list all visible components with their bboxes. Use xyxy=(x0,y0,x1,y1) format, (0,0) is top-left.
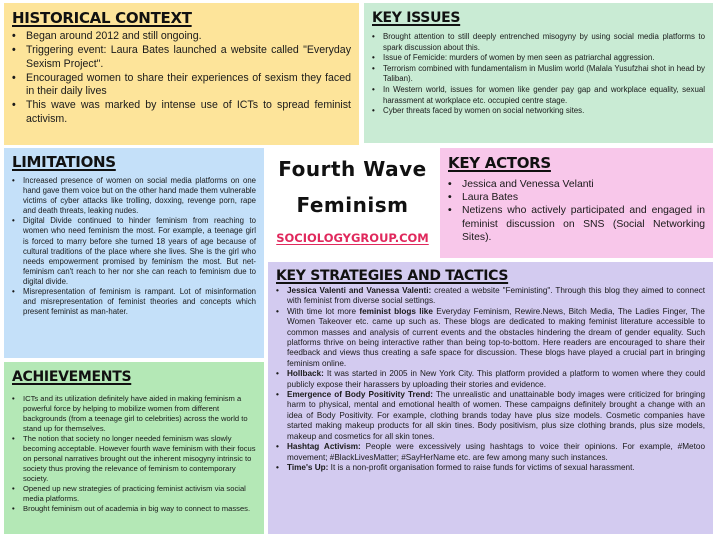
title-block xyxy=(270,148,435,260)
key-issues-list xyxy=(372,32,705,117)
list-item: • Digital Divide continued to hinder feminism from reaching to women who need feminism the most. For example, a teenage girl is forced to marry before she turned 18 years of age because of cultural traditions of the place where she lives. She is the girl who needs empowerment promised by feminism the most. But net-feminism can't reach to her nor she can reach to feminism due to digital divide. xyxy=(12,216,256,287)
site-link[interactable]: SOCIOLOGYGROUP.COM xyxy=(276,231,429,245)
strategy-pre: With time lot more xyxy=(287,306,360,316)
strategy-text: Everyday Feminism, Rewire.News, Bitch Media, The Ladies Finger, The Women Takeover etc. came up such as. These blogs are dedicated to making feminist literature accessible to common masses and analysis of current events and the obstacles hindering the dream of gender equality. Such platforms thrive on being interactive rather than being top-to-bottom. Here readers are encouraged to share their feedback and views thus creating a safe space for discussion. These blogs have played a crucial part in bringing feminism online. xyxy=(287,306,705,368)
strategy-text: People were excessively using hashtags to voice their opinions. For example, #Metoo movement; #BlackLivesMatter; #SayHerName etc. are few among many such instances. xyxy=(287,442,705,462)
list-item: • Laura Bates xyxy=(448,191,705,204)
strategy-lead: Emergence of Body Positivity Trend: xyxy=(287,390,433,400)
strategies-heading: KEY STRATEGIES AND TACTICS xyxy=(276,268,509,284)
historical-context-heading: HISTORICAL CONTEXT xyxy=(12,9,192,27)
key-actors-panel xyxy=(440,148,713,258)
list-item: • Triggering event: Laura Bates launched a website called "Everyday Sexism Project". xyxy=(12,44,351,71)
list-item: • This wave was marked by intense use of ICTs to spread feminist activism. xyxy=(12,99,351,126)
strategy-lead: feminist blogs like xyxy=(359,306,433,316)
list-item xyxy=(276,463,705,473)
key-actors-heading: KEY ACTORS xyxy=(448,154,551,172)
list-item: • ICTs and its utilization definitely have aided in making feminism a powerful force by helping to mobilize women from different backgrounds (from a teenage girl to celebrities) across the world to stand up for themselves. xyxy=(12,394,256,434)
list-item: • The notion that society no longer needed feminism was slowly becoming acceptable. However fourth wave feminism with their focus on personal narratives brought out the inherent misogyny intrinsic to society thus proving the relevance of feminism to contemporary society. xyxy=(12,434,256,484)
list-item: • Jessica and Venessa Velanti xyxy=(448,178,705,191)
list-item xyxy=(276,390,705,442)
list-item: • Brought attention to still deeply entrenched misogyny by using social media platforms to spark discussion about this. xyxy=(372,32,705,53)
list-item xyxy=(276,286,705,307)
list-item: • Netizens who actively participated and engaged in feminist discussion on SNS (Social Networking Sites). xyxy=(448,204,705,244)
strategy-text: created a website "Feministing". Through this blog they aimed to connect with feminist from diverse social settings. xyxy=(287,286,705,306)
list-item: • Cyber threats faced by women on social networking sites. xyxy=(372,106,705,117)
list-item xyxy=(276,442,705,463)
limitations-list xyxy=(12,176,256,317)
key-issues-panel xyxy=(364,3,713,143)
list-item: • Misrepresentation of feminism is rampant. Lot of misinformation and misrepresentation of feminist theories and concepts which present feminist as man-hater. xyxy=(12,287,256,317)
list-item: • Opened up new strategies of practicing feminist activism via social media platforms. xyxy=(12,484,256,504)
strategy-text: It is a non-profit organisation formed to raise funds for victims of sexual harassment. xyxy=(328,462,635,472)
list-item: • In Western world, issues for women like gender pay gap and workplace equality, sexual harassment at workplace etc. occupied centre stage. xyxy=(372,85,705,106)
list-item: • Brought feminism out of academia in big way to connect to masses. xyxy=(12,504,256,514)
list-item: • Began around 2012 and still ongoing. xyxy=(12,30,351,43)
strategies-panel xyxy=(268,262,713,534)
strategy-text: It was started in 2005 in New York City. This platform provided a platform to women where they could publicly expose their harassers by uploading their stories and evidence. xyxy=(287,369,705,389)
achievements-panel xyxy=(4,362,264,534)
page-title-line-1: Fourth Wave xyxy=(278,157,427,181)
list-item xyxy=(276,369,705,390)
list-item: • Issue of Femicide: murders of women by men seen as patriarchal aggression. xyxy=(372,53,705,64)
strategy-text: The unrealistic and unattainable body images were criticized for bringing harm to physical, mental and emotional health of women. These campaigns definitely brought a change with an idea of Body Positivity. For example, clothing brands today have plus size models. Cosmetic companies have started making makeup products for all skin tines. Body positivism, plus size clothing brands, plus size models, makeup and cosmetics for all skin tones. xyxy=(287,390,705,441)
strategy-lead: Time's Up: xyxy=(287,462,329,472)
list-item: • Terrorism combined with fundamentalism in Muslim world (Malala Yusufzhai shot in head by Taliban). xyxy=(372,64,705,85)
historical-context-list xyxy=(12,30,351,126)
strategy-lead: Hollback: xyxy=(287,369,324,379)
list-item: • Increased presence of women on social media platforms on one hand gave them voice but on the other hand made them vulnerable victims of cyber attacks like trolling, doxxing, revenge porn, rape and death threats, leaking nudes. xyxy=(12,176,256,216)
limitations-panel xyxy=(4,148,264,358)
strategies-list xyxy=(276,286,705,473)
key-issues-heading: KEY ISSUES xyxy=(372,10,461,26)
limitations-heading: LIMITATIONS xyxy=(12,153,116,171)
achievements-list xyxy=(12,394,256,514)
list-item: • Encouraged women to share their experiences of sexism they faced in their daily lives xyxy=(12,72,351,99)
key-actors-list xyxy=(448,178,705,244)
historical-context-panel xyxy=(4,3,359,145)
strategy-lead: Jessica Valenti and Vanessa Valenti: xyxy=(287,286,432,295)
achievements-heading: ACHIEVEMENTS xyxy=(12,369,132,385)
list-item xyxy=(276,307,705,369)
strategy-lead: Hashtag Activism: xyxy=(287,442,361,452)
page-title-line-2: Feminism xyxy=(296,193,409,217)
